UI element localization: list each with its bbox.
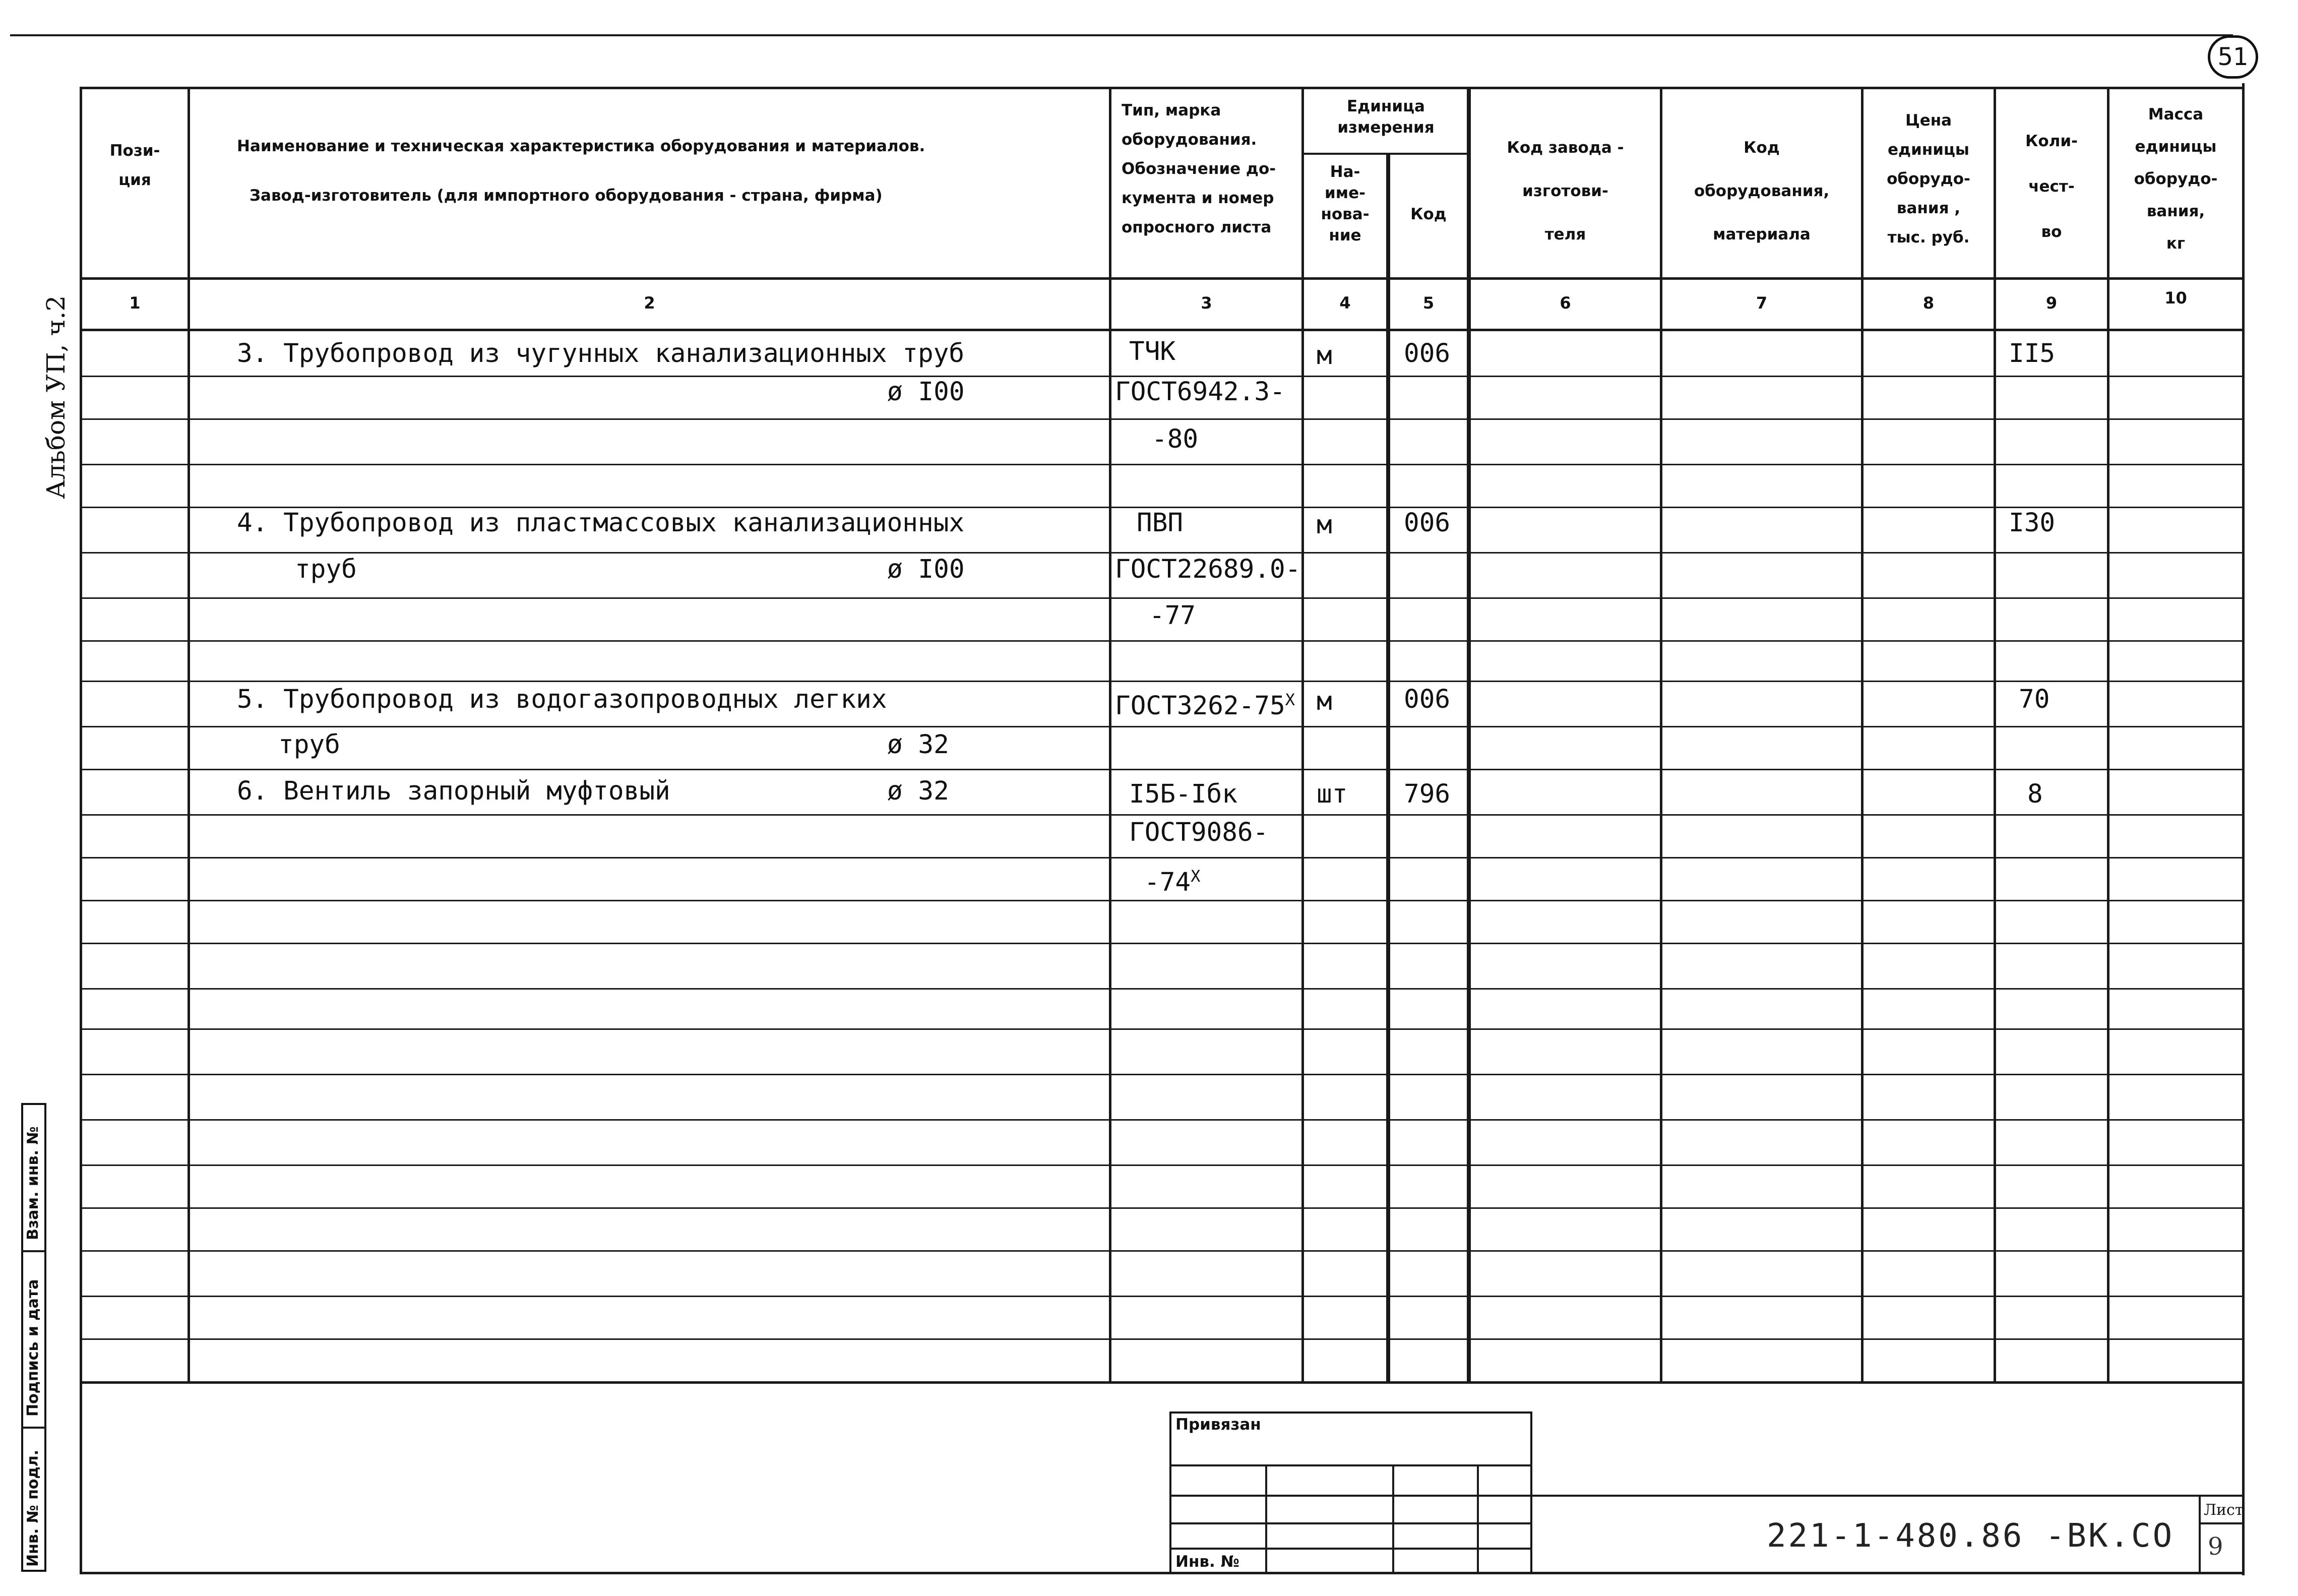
col-number: 2: [644, 293, 655, 313]
item-name-cont: труб: [295, 555, 357, 584]
header-col5: Код: [1410, 205, 1447, 223]
header-col8-line: оборудо-: [1887, 170, 1970, 188]
item-unit: м: [1317, 510, 1332, 540]
header-col3-line: оборудования.: [1122, 131, 1257, 149]
header-col2-line2: Завод-изготовитель (для импортного оборудования - страна, фирма): [250, 187, 883, 205]
header-col8: [1864, 106, 1994, 252]
header-col8-line: единицы: [1888, 141, 1969, 159]
item-type: I5Б-Iбк: [1129, 779, 1237, 809]
sheet-no: 9: [2208, 1532, 2223, 1561]
item-qty: II5: [2009, 339, 2056, 369]
table-row-line: [81, 597, 2243, 599]
header-col10-line: вания,: [2146, 202, 2205, 220]
header-col10: [2109, 98, 2242, 260]
col-sep-5: [1467, 87, 1471, 1382]
col-sep-4: [1386, 154, 1390, 1382]
side-stamp-text: Подпись и дата: [24, 1279, 42, 1417]
side-stamp-text: Взам. инв. №: [24, 1126, 42, 1240]
table-row-line: [81, 1164, 2243, 1166]
item-code: 796: [1404, 779, 1451, 809]
table-row-line: [81, 681, 2243, 682]
header-col10-line: оборудо-: [2134, 170, 2218, 188]
inv-no-label: Инв. №: [1175, 1553, 1239, 1571]
table-row-line: [81, 1338, 2243, 1340]
table-row-line: [81, 726, 2243, 727]
header-col7-line: Код: [1744, 139, 1780, 157]
header-col4: [1304, 161, 1386, 246]
header-col3-line: опросного листа: [1122, 218, 1272, 236]
table-row-line: [81, 857, 2243, 858]
header-col1-line: ция: [118, 171, 151, 189]
colnum-bottom-line: [80, 329, 2243, 331]
header-col9-line: во: [2041, 223, 2062, 241]
header-col10-line: Масса: [2148, 105, 2204, 124]
table-row-line: [81, 640, 2243, 642]
item-name-cont: труб: [278, 730, 340, 760]
header-col3: [1111, 96, 1301, 242]
item-qty: I30: [2009, 508, 2056, 538]
header-col6-line: изготови-: [1522, 182, 1608, 200]
header-unit-line: измерения: [1337, 118, 1435, 137]
item-type: ПВП: [1137, 508, 1184, 538]
header-col8-line: вания ,: [1896, 199, 1961, 217]
table-row-line: [81, 1296, 2243, 1297]
side-stamp-sep: [21, 1250, 46, 1252]
header-unit-line: Единица: [1347, 97, 1425, 115]
header-col10-line: единицы: [2135, 138, 2217, 156]
col-number: 5: [1422, 293, 1435, 313]
col-number: 6: [1560, 293, 1571, 313]
table-row-line: [81, 1074, 2243, 1075]
item-name: 5. Трубопровод из водогазопроводных легких: [237, 685, 887, 714]
item-diameter: ø I00: [887, 555, 965, 584]
item-type: ГОСТ22689.0-: [1115, 555, 1301, 584]
col-number: 4: [1339, 293, 1351, 313]
item-name: 4. Трубопровод из пластмассовых канализационных: [237, 508, 965, 538]
tb-hline: [1169, 1495, 2243, 1497]
sheet-box-left: [2199, 1495, 2201, 1573]
header-col4-line: име-: [1325, 184, 1365, 202]
tb-vline: [1477, 1464, 1479, 1573]
col-number: 1: [129, 293, 141, 313]
document-code: 221-1-480.86 -ВК.СО: [1767, 1517, 2175, 1555]
header-col7-line: материала: [1713, 225, 1811, 243]
header-col6-line: теля: [1544, 225, 1586, 243]
item-type-sup: X: [1285, 690, 1295, 709]
header-col8-line: тыс. руб.: [1887, 228, 1970, 247]
col-number: 3: [1201, 293, 1212, 313]
col-sep-7: [1861, 87, 1864, 1382]
col-number: 8: [1922, 293, 1935, 313]
col-sep-8: [1994, 87, 1996, 1382]
item-type-sup: X: [1191, 867, 1201, 886]
table-row-line: [81, 464, 2243, 465]
side-stamp-sep: [21, 1427, 46, 1429]
header-col3-line: Тип, марка: [1122, 101, 1221, 119]
item-unit: шт: [1317, 779, 1348, 809]
item-name: 6. Вентиль запорный муфтовый: [237, 776, 670, 806]
col-sep-2: [1109, 87, 1111, 1382]
header-col8-line: Цена: [1905, 111, 1952, 130]
item-type: ГОСТ6942.3-: [1115, 377, 1285, 407]
item-type-text: ГОСТ3262-75: [1115, 691, 1285, 721]
header-col4-line: На-: [1330, 163, 1360, 181]
header-col6-line: Код завода -: [1507, 139, 1624, 157]
col-number: 10: [2164, 288, 2187, 308]
item-diameter: ø 32: [887, 730, 949, 760]
item-type-text: -74: [1144, 868, 1191, 897]
col-sep-3: [1301, 87, 1304, 1382]
header-col2-line1: Наименование и техническая характеристика оборудования и материалов.: [237, 137, 925, 155]
item-type: [1115, 685, 1295, 721]
sheet-label: Лист: [2204, 1501, 2244, 1519]
tb-vline: [1265, 1464, 1267, 1573]
header-col6: [1471, 126, 1660, 256]
table-row-line: [81, 900, 2243, 901]
item-unit: м: [1317, 687, 1332, 716]
table-row-line: [81, 943, 2243, 944]
header-col4-line: ние: [1329, 226, 1361, 244]
col-sep-1: [188, 87, 190, 1382]
item-qty: 70: [2019, 685, 2050, 714]
sheet-number-badge: [2208, 35, 2258, 79]
header-bottom-line: [80, 277, 2243, 280]
header-col9-line: чест-: [2028, 177, 2075, 196]
unit-header-sep: [1301, 153, 1468, 155]
item-type: ТЧК: [1129, 337, 1176, 366]
table-row-line: [81, 1119, 2243, 1121]
header-col9-line: Коли-: [2025, 132, 2078, 150]
item-type: -80: [1152, 424, 1199, 454]
header-col9: [1996, 118, 2107, 255]
header-col1-line: Пози-: [109, 142, 160, 160]
item-type: -77: [1149, 601, 1196, 631]
item-code: 006: [1404, 339, 1451, 369]
col-sep-6: [1660, 87, 1662, 1382]
tb-vline: [1392, 1464, 1394, 1573]
header-col4-line: нова-: [1321, 205, 1370, 223]
header-col3-line: Обозначение до-: [1122, 160, 1276, 178]
album-label: Альбом УП, ч.2: [41, 295, 71, 499]
privyazan-label: Привязан: [1175, 1416, 1261, 1434]
table-row-line: [81, 552, 2243, 554]
item-type: ГОСТ9086-: [1129, 818, 1269, 847]
header-col7: [1662, 126, 1861, 256]
header-col3-line: кумента и номер: [1122, 189, 1274, 207]
table-bottom: [80, 1381, 2245, 1384]
item-diameter: ø I00: [887, 377, 965, 407]
item-qty: 8: [2027, 779, 2043, 809]
table-row-line: [81, 988, 2243, 990]
item-unit: м: [1317, 341, 1332, 371]
item-type: [1144, 861, 1200, 898]
header-unit: [1304, 96, 1468, 138]
frame-top: [80, 87, 2243, 89]
header-col7-line: оборудования,: [1694, 182, 1830, 200]
header-col1: [82, 136, 188, 195]
sheet-badge-text: 51: [2217, 43, 2249, 71]
col-number: 7: [1756, 293, 1768, 313]
item-name: 3. Трубопровод из чугунных канализационных труб: [237, 339, 965, 369]
frame-right: [2242, 83, 2245, 1575]
table-row-line: [81, 1028, 2243, 1030]
side-stamp-text: Инв. № подл.: [24, 1449, 42, 1567]
table-row-line: [81, 769, 2243, 770]
item-code: 006: [1404, 685, 1451, 714]
item-code: 006: [1404, 508, 1451, 538]
table-row-line: [81, 1207, 2243, 1209]
sheet-box-mid: [2199, 1522, 2243, 1524]
table-row-line: [81, 1250, 2243, 1252]
col-number: 9: [2045, 293, 2058, 313]
table-row-line: [81, 418, 2243, 420]
frame-bottom: [80, 1572, 2245, 1574]
header-col10-line: кг: [2166, 234, 2186, 253]
col-sep-9: [2107, 87, 2109, 1382]
table-row-line: [81, 814, 2243, 816]
item-diameter: ø 32: [887, 776, 949, 806]
top-rule: [10, 34, 2233, 36]
